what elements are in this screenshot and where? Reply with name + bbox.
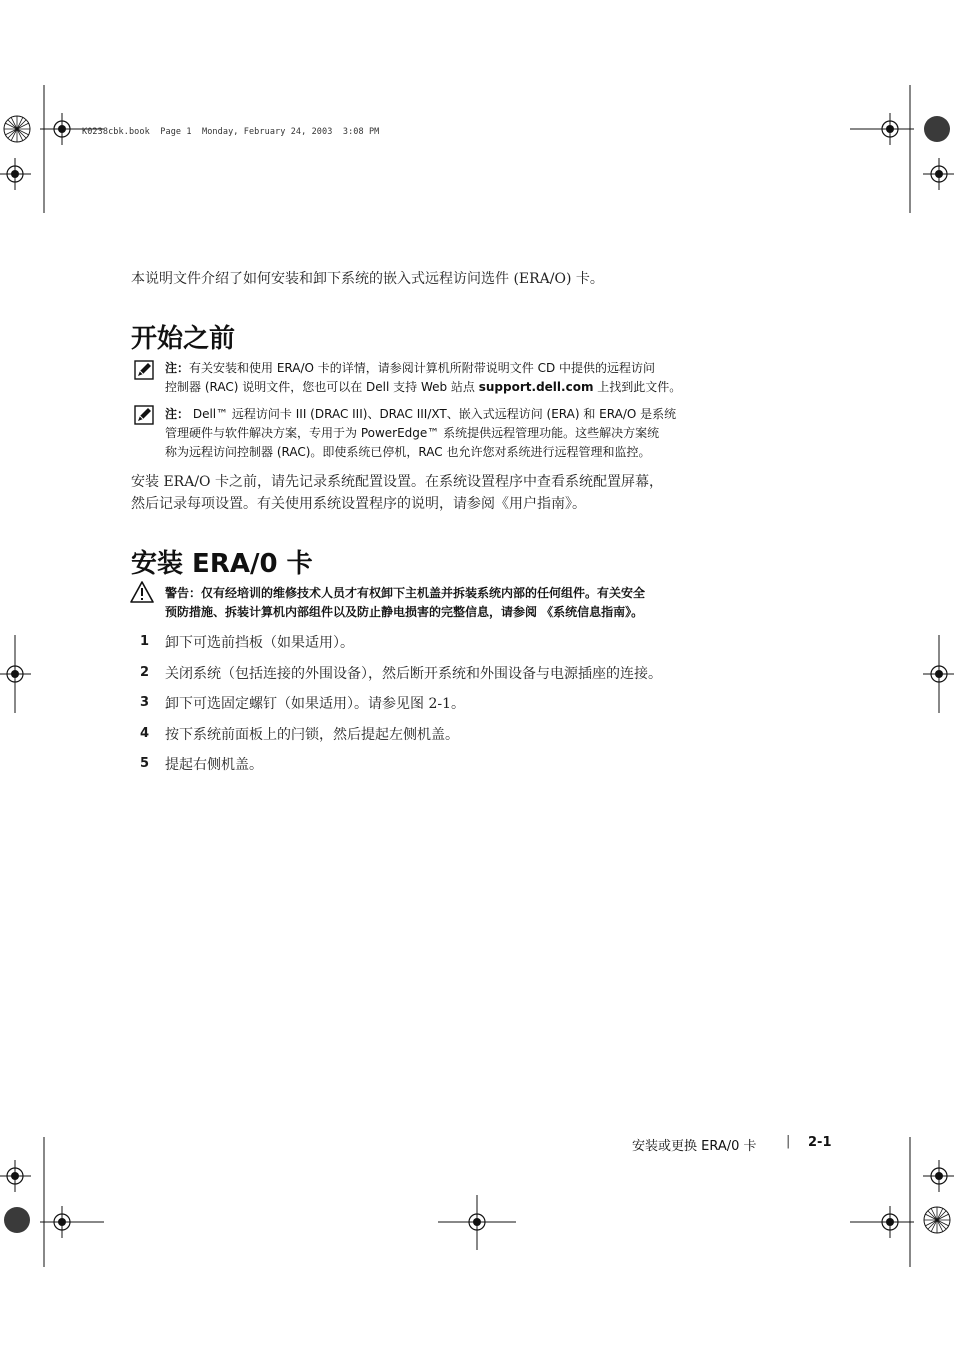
intro-paragraph: 本说明文件介绍了如何安装和卸下系统的嵌入式远程访问选件 (ERA/O) 卡。: [131, 271, 604, 287]
note-2-label: 注：: [165, 407, 190, 421]
note-pencil-icon: [134, 360, 154, 380]
pre-install-line-1: 安装 ERA/O 卡之前，请先记录系统配置设置。在系统设置程序中查看系统配置屏幕，: [131, 474, 663, 490]
note-pencil-icon: [134, 405, 154, 425]
step-text: 卸下可选前挡板（如果适用）。: [165, 635, 354, 651]
step-number: 5: [140, 756, 150, 771]
step-text: 关闭系统（包括连接的外围设备），然后断开系统和外围设备与电源插座的连接。: [165, 665, 662, 682]
footer-chapter-title: 安装或更换 ERA/0 卡: [632, 1139, 757, 1154]
note-1-line-1: 有关安装和使用 ERA/O 卡的详情，请参阅计算机所附带说明文件 CD 中提供的远程访问: [189, 361, 656, 375]
note-1: [165, 359, 765, 397]
pre-install-paragraph: [131, 471, 771, 515]
book-info-header: K0238cbk.book Page 1 Monday, February 24, 2003 3:08 PM: [82, 127, 380, 137]
step-number: 3: [140, 695, 150, 710]
step-number: 2: [140, 664, 150, 680]
warning-line-1: 警告：仅有经培训的维修技术人员才有权卸下主机盖并拆装系统内部的任何组件。有关安全: [165, 586, 646, 600]
note-1-line-2-pre: 控制器 (RAC) 说明文件，您也可以在 Dell 支持 Web 站点: [165, 380, 479, 394]
step-text: 按下系统前面板上的闩锁，然后提起左侧机盖。: [165, 726, 459, 743]
step-text: 提起右侧机盖。: [165, 757, 263, 773]
note-2-line-1: Dell™ 远程访问卡 III (DRAC III)、DRAC III/XT、嵌入式远程访问 (ERA) 和 ERA/O 是系统: [189, 407, 677, 421]
step-number: 4: [140, 725, 150, 741]
note-2-line-3: 称为远程访问控制器 (RAC)。即使系统已停机，RAC 也允许您对系统进行远程管理和监控。: [165, 445, 651, 459]
note-1-label: 注：: [165, 361, 190, 375]
note-2-line-2: 管理硬件与软件解决方案，专用于为 PowerEdge™ 系统提供远程管理功能。这些解决方案统: [165, 426, 660, 440]
step-text: 卸下可选固定螺钉（如果适用）。请参见图 2-1。: [165, 696, 465, 712]
section-heading-before-you-begin: 开始之前: [131, 324, 236, 354]
step-number: 1: [140, 634, 150, 649]
pre-install-line-2: 然后记录每项设置。有关使用系统设置程序的说明，请参阅《用户指南》。: [131, 496, 586, 512]
page-number: 2-1: [808, 1135, 832, 1150]
footer-separator: |: [786, 1134, 791, 1149]
support-link[interactable]: support.dell.com: [478, 380, 594, 394]
note-1-line-2-post: 上找到此文件。: [593, 380, 682, 394]
warning-line-2: 预防措施、拆装计算机内部组件以及防止静电损害的完整信息，请参阅 《系统信息指南》。: [165, 605, 644, 619]
warning-triangle-icon: [130, 581, 154, 603]
section-heading-install-card: 安装 ERA/0 卡: [131, 549, 313, 579]
warning-block: [165, 584, 765, 622]
starburst-mark-top-left: [4, 116, 30, 142]
note-2: [165, 405, 765, 462]
